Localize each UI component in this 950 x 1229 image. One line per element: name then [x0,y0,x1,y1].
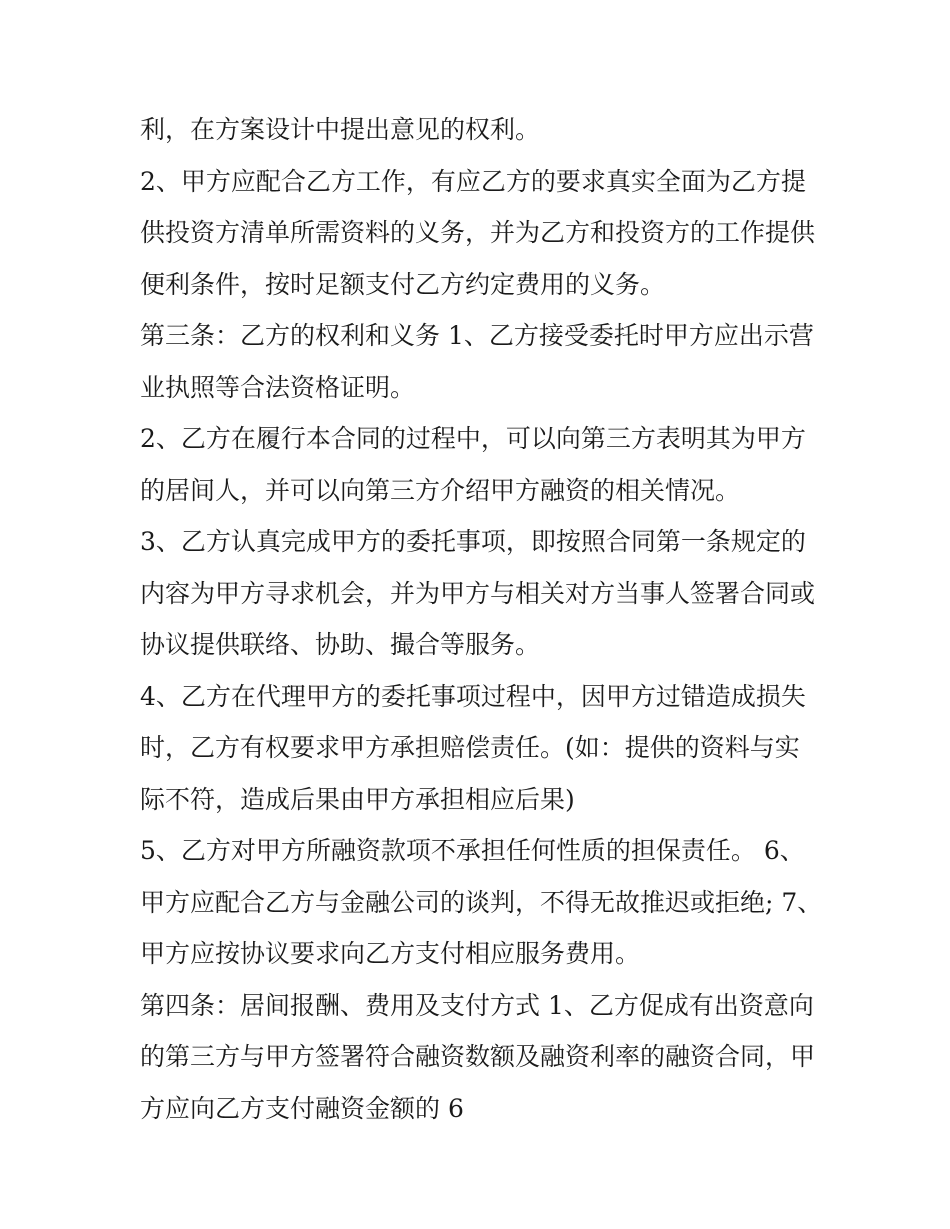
text-line: 第三条：乙方的权利和义务 1、乙方接受委托时甲方应出示营 [140,321,814,350]
text-line: 甲方应配合乙方与金融公司的谈判，不得无故推迟或拒绝; 7、 [140,887,823,917]
text-line: 5、乙方对甲方所融资款项不承担任何性质的担保责任。 6、 [140,836,805,865]
text-line: 2、甲方应配合乙方工作，有应乙方的要求真实全面为乙方提 [140,166,806,196]
text-line: 的居间人，并可以向第三方介绍甲方融资的相关情况。 [140,475,741,505]
text-line: 4、乙方在代理甲方的委托事项过程中，因甲方过错造成损失 [140,681,806,711]
text-line: 甲方应按协议要求向乙方支付相应服务费用。 [140,939,641,968]
text-line: 的第三方与甲方签署符合融资数额及融资利率的融资合同，甲 [140,1042,816,1071]
text-line: 时，乙方有权要求甲方承担赔偿责任。(如：提供的资料与实 [140,733,800,762]
text-line: 利，在方案设计中提出意见的权利。 [140,115,541,144]
text-line: 际不符，造成后果由甲方承担相应后果) [140,784,575,814]
document-body [140,104,830,1134]
text-line: 协议提供联络、协助、撮合等服务。 [140,630,541,659]
text-line: 方应向乙方支付融资金额的 6 [140,1093,464,1123]
text-line: 供投资方清单所需资料的义务，并为乙方和投资方的工作提供 [140,218,816,247]
text-line: 便利条件，按时足额支付乙方约定费用的义务。 [140,269,666,299]
text-line: 第四条：居间报酬、费用及支付方式 1、乙方促成有出资意向 [140,990,814,1020]
text-line: 3、乙方认真完成甲方的委托事项，即按照合同第一条规定的 [140,527,806,556]
text-line: 内容为甲方寻求机会，并为甲方与相关对方当事人签署合同或 [140,578,816,608]
text-line: 业执照等合法资格证明。 [140,372,416,402]
text-line: 2、乙方在履行本合同的过程中，可以向第三方表明其为甲方 [140,424,806,453]
